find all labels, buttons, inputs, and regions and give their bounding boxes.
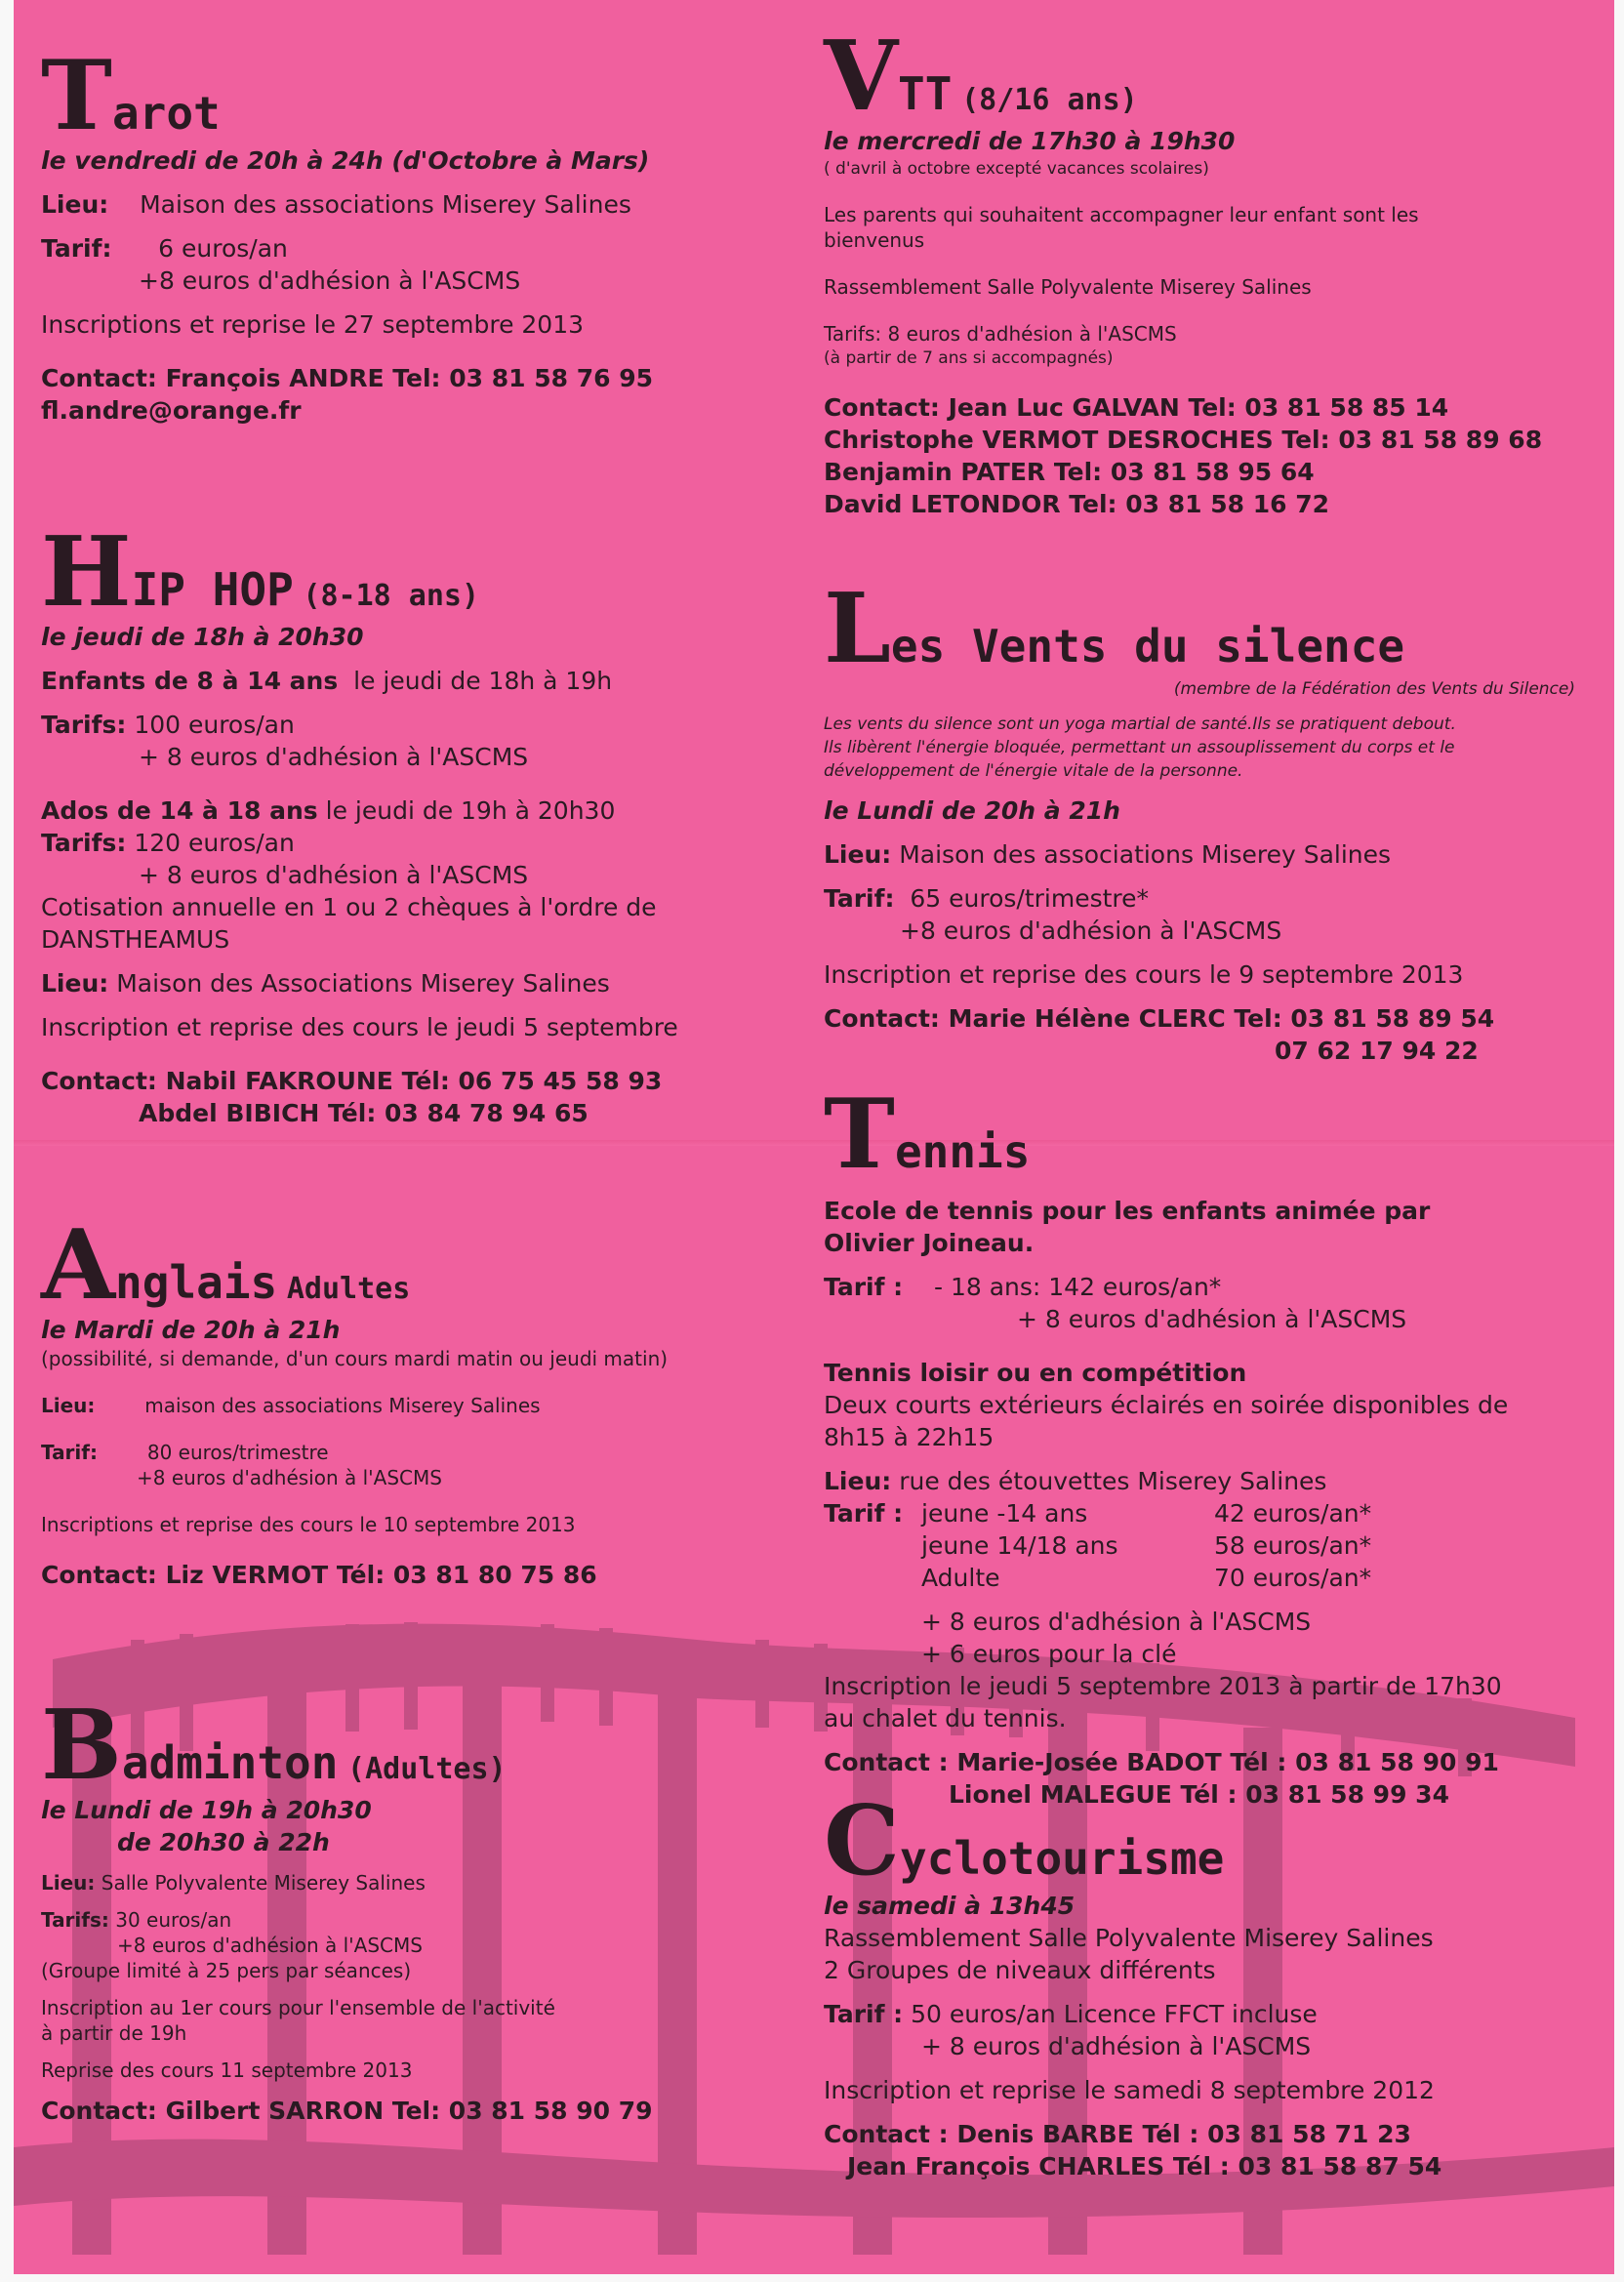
vtt-section xyxy=(824,20,1595,520)
tennis-row-cat: Adulte xyxy=(921,1564,1000,1592)
tennis-tarif2-label: Tarif : xyxy=(824,1499,904,1528)
vents-desc-2: Ils libèrent l'énergie bloquée, permettant un assouplissement du corps et le xyxy=(824,738,1455,757)
vents-inscription: Inscription et reprise des cours le 9 septembre 2013 xyxy=(824,960,1464,989)
vents-schedule: le Lundi de 20h à 21h xyxy=(824,796,1120,825)
vents-lieu: Lieu: Maison des associations Miserey Salines xyxy=(824,840,1392,869)
tennis-contact-1: Contact : Marie-Josée BADOT Tél : 03 81 58 90 91 xyxy=(824,1748,1499,1776)
cyclo-tarif: Tarif : 50 euros/an Licence FFCT incluse xyxy=(824,2000,1318,2028)
tennis-title: Tennis xyxy=(824,1079,1031,1191)
tennis-courts-2: 8h15 à 22h15 xyxy=(824,1423,995,1451)
tarot-tarif: Tarif: 6 euros/an xyxy=(41,234,288,263)
hiphop-section xyxy=(41,516,812,1129)
anglais-note: (possibilité, si demande, d'un cours mardi matin ou jeudi matin) xyxy=(41,1347,669,1370)
tennis-extra-1: + 8 euros d'adhésion à l'ASCMS xyxy=(921,1608,1312,1636)
vents-contact-2: 07 62 17 94 22 xyxy=(1275,1037,1479,1065)
cyclo-groupes: 2 Groupes de niveaux différents xyxy=(824,1956,1216,1984)
badminton-schedule-2: de 20h30 à 22h xyxy=(117,1828,330,1856)
cyclo-inscription: Inscription et reprise le samedi 8 septembre 2012 xyxy=(824,2076,1435,2104)
tennis-inscription-2: au chalet du tennis. xyxy=(824,1704,1067,1732)
vtt-title: VTT (8/16 ans) xyxy=(824,20,1138,133)
anglais-lieu: Lieu: maison des associations Miserey Salines xyxy=(41,1394,541,1417)
vtt-tarifs-note: (à partir de 7 ans si accompagnés) xyxy=(824,348,1114,368)
cyclo-schedule: le samedi à 13h45 xyxy=(824,1892,1076,1920)
vents-contact-1: Contact: Marie Hélène CLERC Tel: 03 81 58 89 54 xyxy=(824,1004,1495,1033)
badminton-title: Badminton (Adultes) xyxy=(41,1690,507,1802)
anglais-title: Anglais Adultes xyxy=(41,1209,411,1322)
anglais-schedule: le Mardi de 20h à 21h xyxy=(41,1316,341,1344)
badminton-contact: Contact: Gilbert SARRON Tel: 03 81 58 90 79 xyxy=(41,2097,653,2125)
hiphop-cotisation-2: DANSTHEAMUS xyxy=(41,925,230,954)
anglais-section xyxy=(41,1209,812,1591)
badminton-groupe: (Groupe limité à 25 pers par séances) xyxy=(41,1959,412,1982)
vtt-contact-2: Christophe VERMOT DESROCHES Tel: 03 81 58 89 68 xyxy=(824,426,1543,454)
tennis-extra-2: + 6 euros pour la clé xyxy=(921,1640,1177,1668)
tennis-adhesion: + 8 euros d'adhésion à l'ASCMS xyxy=(1017,1305,1407,1333)
tennis-ecole-1: Ecole de tennis pour les enfants animée par xyxy=(824,1197,1431,1225)
cyclo-rassemblement: Rassemblement Salle Polyvalente Miserey Salines xyxy=(824,1924,1434,1952)
vtt-schedule: le mercredi de 17h30 à 19h30 xyxy=(824,127,1236,155)
hiphop-enfants: Enfants de 8 à 14 ans le jeudi de 18h à 19h xyxy=(41,667,613,695)
hiphop-ados-tarif: Tarifs: 120 euros/an xyxy=(41,829,295,857)
tarot-contact: Contact: François ANDRE Tel: 03 81 58 76 95 xyxy=(41,364,654,392)
hiphop-schedule: le jeudi de 18h à 20h30 xyxy=(41,623,364,651)
tarot-schedule: le vendredi de 20h à 24h (d'Octobre à Mars) xyxy=(41,146,650,175)
tennis-price-table xyxy=(824,1497,1595,1594)
anglais-adhesion: +8 euros d'adhésion à l'ASCMS xyxy=(137,1466,442,1489)
badminton-section xyxy=(41,1690,812,2127)
badminton-inscription-1: Inscription au 1er cours pour l'ensemble de l'activité xyxy=(41,1996,555,2019)
tarot-title: Tarot xyxy=(41,40,221,152)
badminton-tarif: Tarifs: 30 euros/an xyxy=(41,1908,232,1932)
tennis-row-cat: jeune 14/18 ans xyxy=(921,1531,1118,1560)
tennis-lieu: Lieu: rue des étouvettes Miserey Salines xyxy=(824,1467,1327,1495)
badminton-lieu: Lieu: Salle Polyvalente Miserey Salines xyxy=(41,1871,426,1895)
tennis-inscription-1: Inscription le jeudi 5 septembre 2013 à partir de 17h30 xyxy=(824,1672,1502,1700)
cyclo-adhesion: + 8 euros d'adhésion à l'ASCMS xyxy=(921,2032,1312,2060)
vents-adhesion: +8 euros d'adhésion à l'ASCMS xyxy=(900,917,1282,945)
vents-tarif: Tarif: 65 euros/trimestre* xyxy=(824,884,1150,913)
hiphop-contact-1: Contact: Nabil FAKROUNE Tél: 06 75 45 58 93 xyxy=(41,1067,663,1095)
tarot-adhesion: +8 euros d'adhésion à l'ASCMS xyxy=(139,266,521,295)
vents-member: (membre de la Fédération des Vents du Silence) xyxy=(1173,679,1575,699)
tennis-row-price: 70 euros/an* xyxy=(1214,1564,1372,1592)
hiphop-contact-2: Abdel BIBICH Tél: 03 84 78 94 65 xyxy=(139,1099,589,1127)
vtt-contact-1: Contact: Jean Luc GALVAN Tel: 03 81 58 85 14 xyxy=(824,393,1449,422)
cyclo-contact-2: Jean François CHARLES Tél : 03 81 58 87 54 xyxy=(847,2152,1442,2180)
badminton-reprise: Reprise des cours 11 septembre 2013 xyxy=(41,2058,413,2082)
vents-desc-1: Les vents du silence sont un yoga martial de santé.Ils se pratiquent debout. xyxy=(824,714,1456,734)
tennis-row-cat: jeune -14 ans xyxy=(921,1499,1088,1528)
tennis-courts-1: Deux courts extérieurs éclairés en soirée disponibles de xyxy=(824,1391,1509,1419)
anglais-inscription: Inscriptions et reprise des cours le 10 septembre 2013 xyxy=(41,1513,576,1536)
vtt-note: ( d'avril à octobre excepté vacances scolaires) xyxy=(824,159,1209,179)
hiphop-ados-adhesion: + 8 euros d'adhésion à l'ASCMS xyxy=(139,861,529,889)
tennis-section xyxy=(824,1079,1595,1811)
anglais-tarif: Tarif: 80 euros/trimestre xyxy=(41,1441,329,1464)
badminton-adhesion: +8 euros d'adhésion à l'ASCMS xyxy=(117,1934,423,1957)
hiphop-title: HIP HOP (8-18 ans) xyxy=(41,516,480,629)
vents-desc-3: développement de l'énergie vitale de la personne. xyxy=(824,761,1243,781)
vtt-rassemblement: Rassemblement Salle Polyvalente Miserey Salines xyxy=(824,275,1312,299)
cyclo-section xyxy=(824,1785,1595,2182)
cyclo-title: Cyclotourisme xyxy=(824,1785,1225,1897)
badminton-inscription-2: à partir de 19h xyxy=(41,2021,187,2045)
tarot-inscription: Inscriptions et reprise le 27 septembre 2013 xyxy=(41,310,585,339)
tennis-contact-2: Lionel MALEGUE Tél : 03 81 58 99 34 xyxy=(949,1780,1449,1809)
anglais-contact: Contact: Liz VERMOT Tél: 03 81 80 75 86 xyxy=(41,1561,597,1589)
tennis-ecole-2: Olivier Joineau. xyxy=(824,1229,1035,1257)
vtt-contact-4: David LETONDOR Tel: 03 81 58 16 72 xyxy=(824,490,1330,518)
hiphop-inscription: Inscription et reprise des cours le jeudi 5 septembre xyxy=(41,1013,678,1041)
flyer-page xyxy=(14,0,1614,2274)
vtt-parents-1: Les parents qui souhaitent accompagner leur enfant sont les xyxy=(824,203,1419,226)
hiphop-enfants-adhesion: + 8 euros d'adhésion à l'ASCMS xyxy=(139,743,529,771)
tarot-email[interactable]: fl.andre@orange.fr xyxy=(41,396,302,425)
vtt-parents-2: bienvenus xyxy=(824,228,925,252)
tennis-row-price: 42 euros/an* xyxy=(1214,1499,1372,1528)
hiphop-lieu: Lieu: Maison des Associations Miserey Salines xyxy=(41,969,610,998)
tennis-row-price: 58 euros/an* xyxy=(1214,1531,1372,1560)
tennis-loisir: Tennis loisir ou en compétition xyxy=(824,1359,1247,1387)
vents-title: Les Vents du silence xyxy=(824,573,1405,685)
tarot-section xyxy=(41,40,812,427)
vents-section xyxy=(824,573,1595,1067)
vtt-tarifs: Tarifs: 8 euros d'adhésion à l'ASCMS xyxy=(824,322,1177,346)
badminton-schedule-1: le Lundi de 19h à 20h30 xyxy=(41,1796,372,1824)
hiphop-cotisation-1: Cotisation annuelle en 1 ou 2 chèques à l'ordre de xyxy=(41,893,657,921)
tarot-lieu: Lieu: Maison des associations Miserey Salines xyxy=(41,190,631,219)
tennis-tarif: Tarif : - 18 ans: 142 euros/an* xyxy=(824,1273,1222,1301)
hiphop-ados: Ados de 14 à 18 ans le jeudi de 19h à 20h30 xyxy=(41,796,616,825)
hiphop-enfants-tarif: Tarifs: 100 euros/an xyxy=(41,711,295,739)
vtt-contact-3: Benjamin PATER Tel: 03 81 58 95 64 xyxy=(824,458,1315,486)
cyclo-contact-1: Contact : Denis BARBE Tél : 03 81 58 71 23 xyxy=(824,2120,1411,2148)
